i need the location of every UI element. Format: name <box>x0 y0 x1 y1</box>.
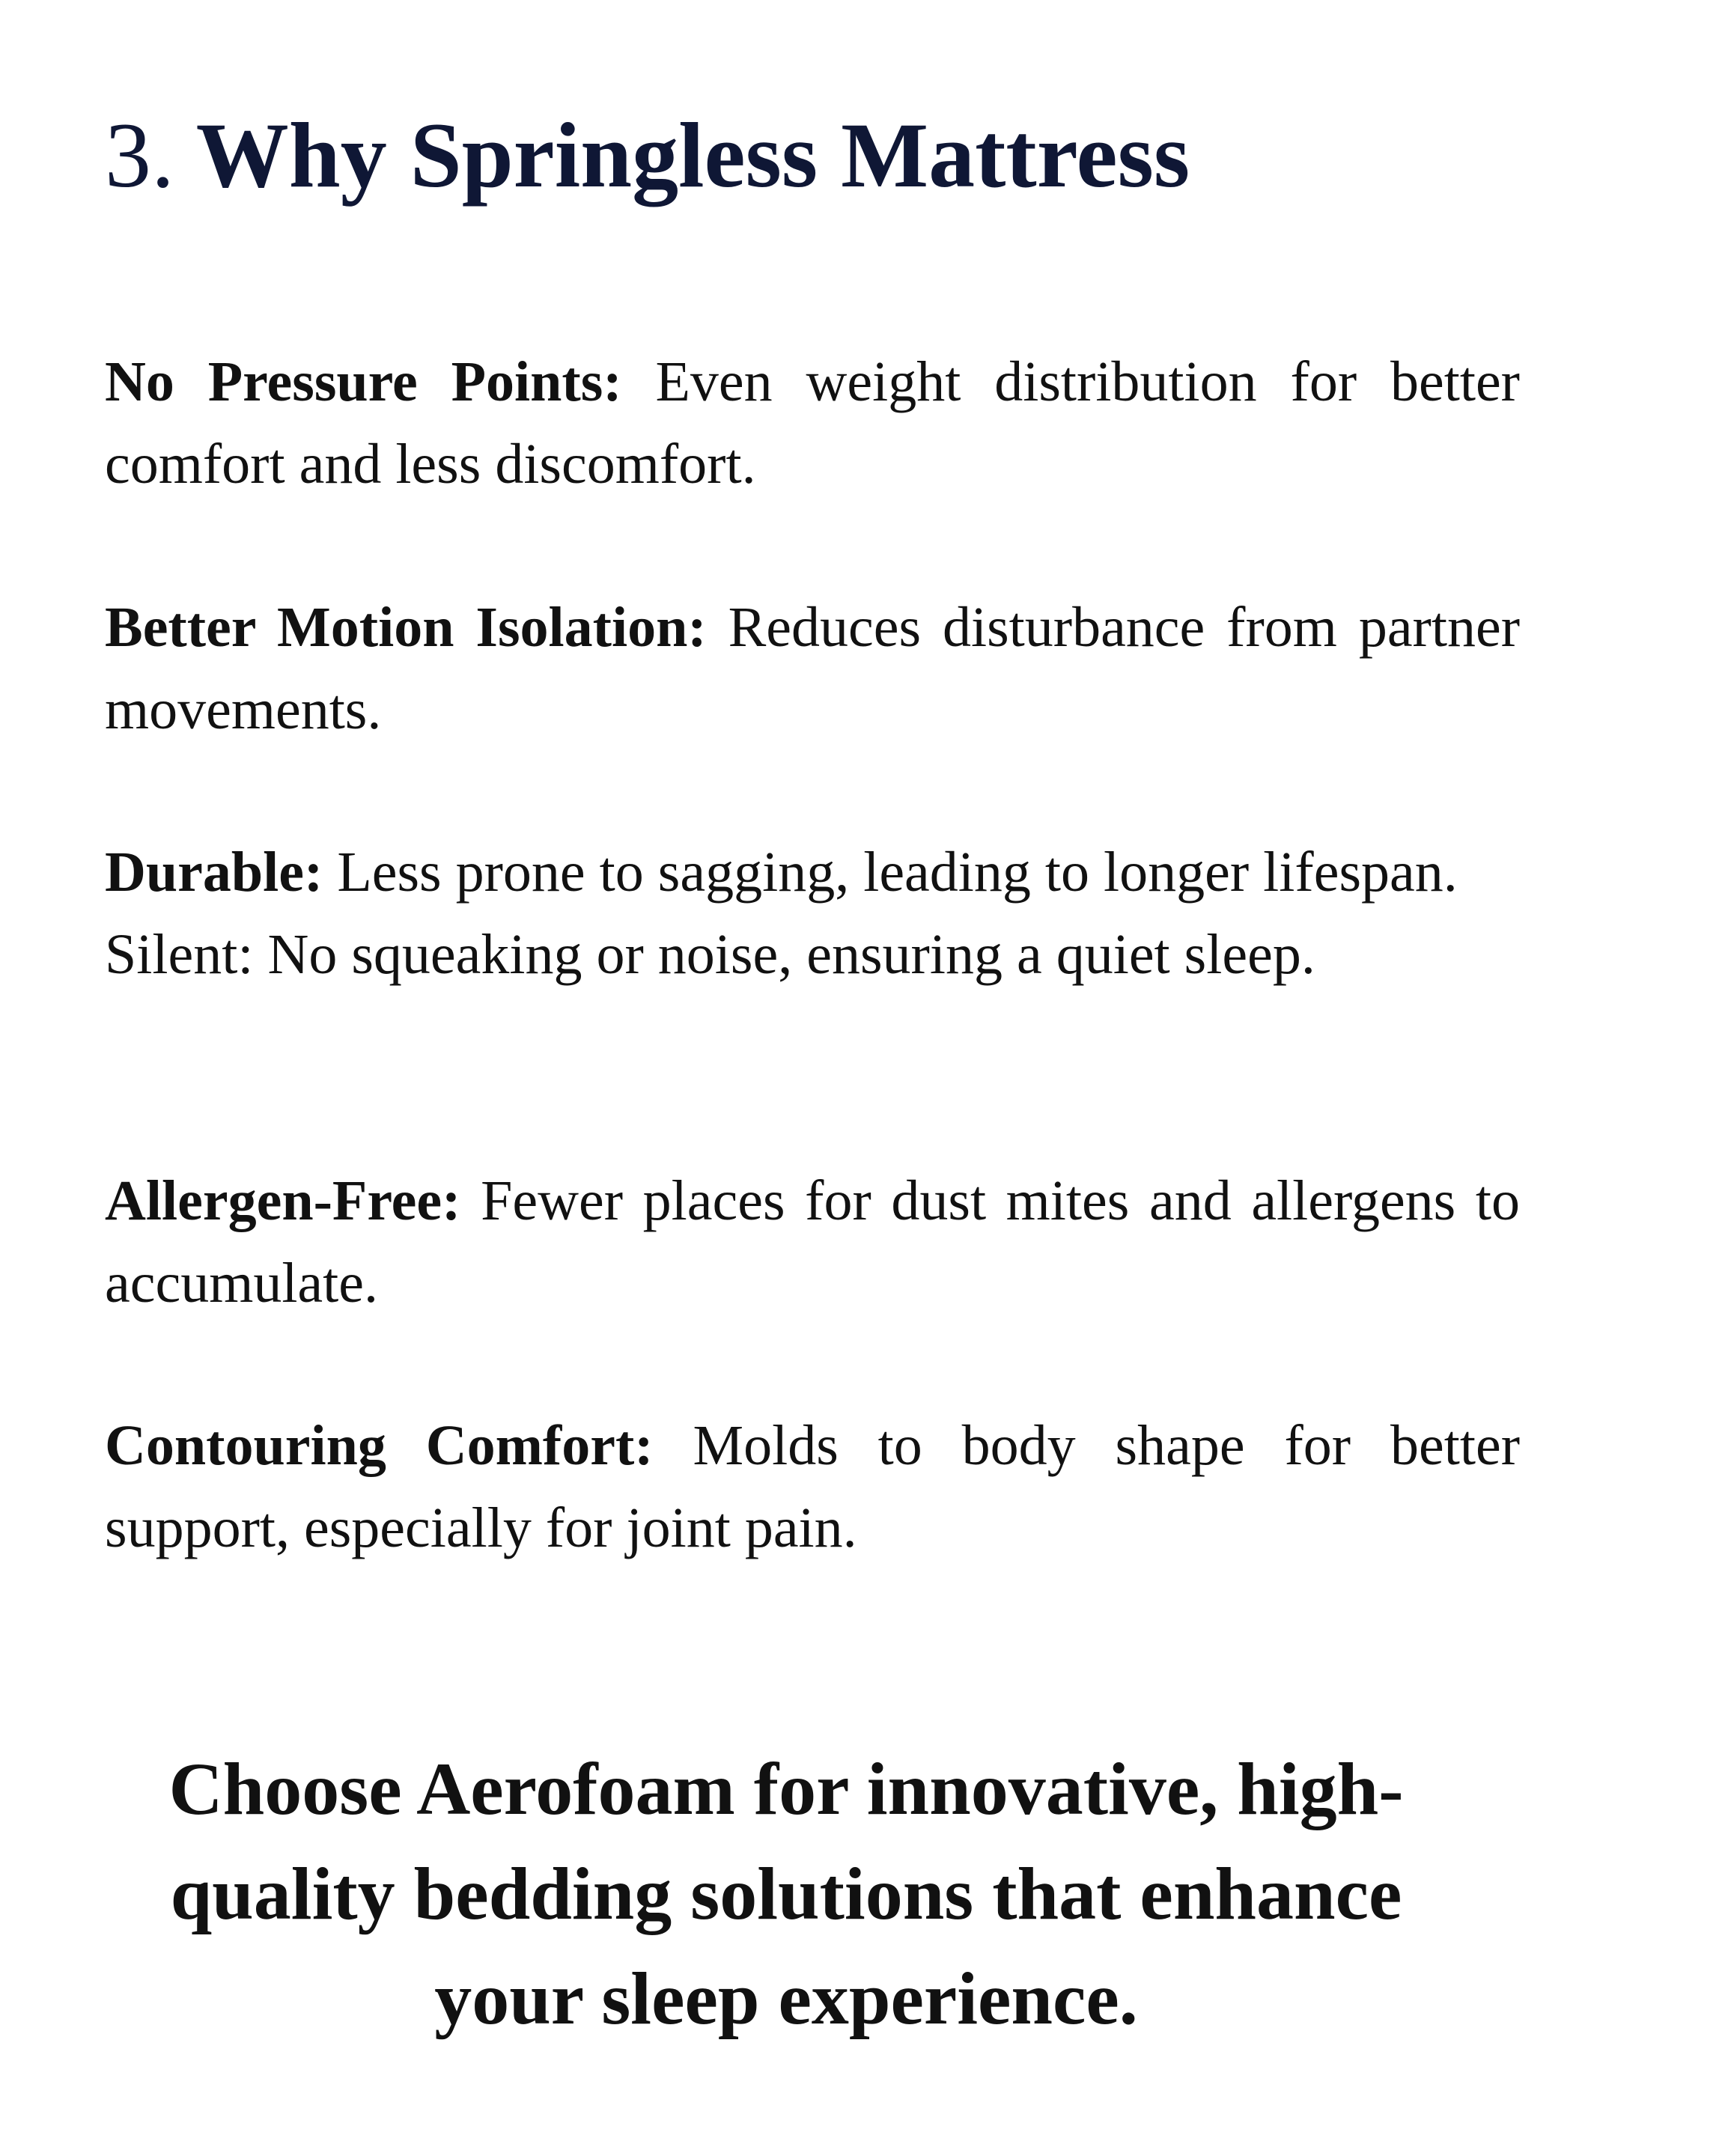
benefit-text: Reduces disturbance from partner movements. <box>105 596 1521 741</box>
benefit-label: Contouring Comfort: <box>105 1414 654 1477</box>
benefit-allergen-free <box>105 1160 1520 1324</box>
benefit-label: Durable: <box>105 841 323 904</box>
benefit-durable-line <box>105 831 1520 913</box>
benefit-text: Less prone to sagging, leading to longer lifespan. <box>337 841 1458 904</box>
benefit-no-pressure-points <box>105 341 1520 505</box>
section-number: 3. <box>105 104 174 207</box>
benefit-silent-line: Silent: No squeaking or noise, ensuring a quiet sleep. <box>105 923 1315 986</box>
benefit-text: Molds to body shape for better support, especially for joint pain. <box>105 1414 1521 1559</box>
benefit-text: Even weight distribution for better comfort and less discomfort. <box>105 350 1520 496</box>
benefit-label: Allergen-Free: <box>105 1169 461 1232</box>
benefit-label: Better Motion Isolation: <box>105 596 707 659</box>
benefit-motion-isolation <box>105 586 1520 751</box>
section-title: Why Springless Mattress <box>195 104 1190 207</box>
benefit-label: No Pressure Points: <box>105 350 622 413</box>
benefit-durable <box>105 831 1520 996</box>
closing-statement: Choose Aerofoam for innovative, high-quality bedding solutions that enhance your sleep experience. <box>168 1747 1404 2040</box>
section-heading <box>105 103 1190 208</box>
benefit-text: Fewer places for dust mites and allergens to accumulate. <box>105 1169 1520 1315</box>
benefit-contouring-comfort <box>105 1404 1520 1569</box>
